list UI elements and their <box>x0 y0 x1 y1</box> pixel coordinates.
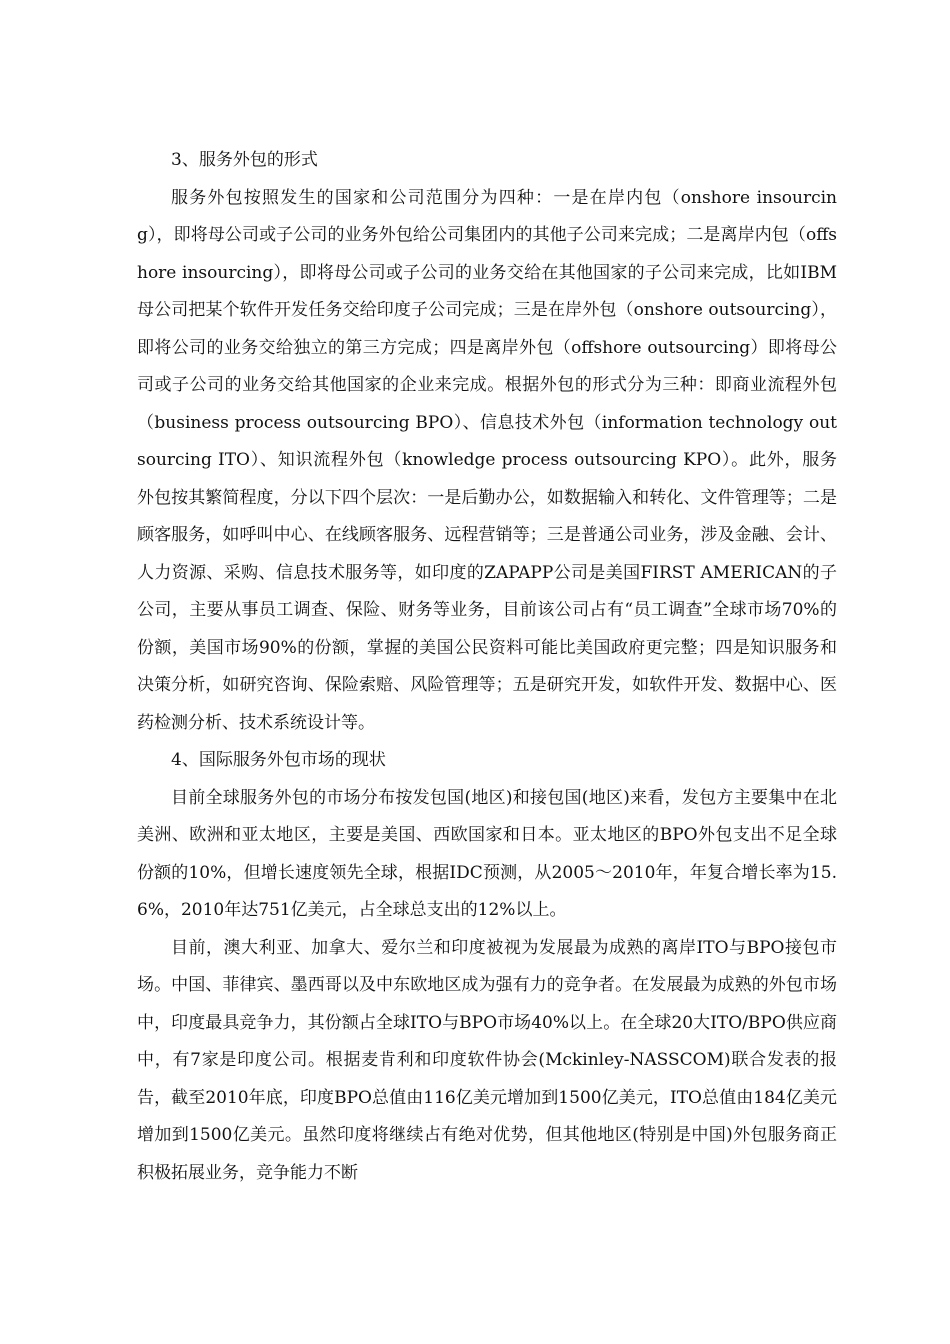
section-3-paragraph: 服务外包按照发生的国家和公司范围分为四种：一是在岸内包（onshore insourcing），即将母公司或子公司的业务外包给公司集团内的其他子公司来完成；二是离岸内包（offshore insourcing），即将母公司或子公司的业务交给在其他国家的子公司来完成，比如IBM母公司把某个软件开发任务交给印度子公司完成；三是在岸外包（onshore outsourcing），即将公司的业务交给独立的第三方完成；四是离岸外包（offshore outsourcing）即将母公司或子公司的业务交给其他国家的企业来完成。根据外包的形式分为三种：即商业流程外包（business process outsourcing BPO）、信息技术外包（information technology outsourcing ITO）、知识流程外包（knowledge process outsourcing KPO）。此外，服务外包按其繁简程度，分以下四个层次：一是后勤办公，如数据输入和转化、文件管理等；二是顾客服务，如呼叫中心、在线顾客服务、远程营销等；三是普通公司业务，涉及金融、会计、人力资源、采购、信息技术服务等，如印度的ZAPAPP公司是美国FIRST AMERICAN的子公司，主要从事员工调查、保险、财务等业务，目前该公司占有“员工调查”全球市场70%的份额，美国市场90%的份额，掌握的美国公民资料可能比美国政府更完整；四是知识服务和决策分析，如研究咨询、保险索赔、风险管理等；五是研究开发，如软件开发、数据中心、医药检测分析、技术系统设计等。 <box>137 187 837 733</box>
section-3-heading: 3、服务外包的形式 <box>171 150 318 170</box>
document-page <box>137 142 837 1192</box>
section-4-paragraph-2: 目前，澳大利亚、加拿大、爱尔兰和印度被视为发展最为成熟的离岸ITO与BPO接包市场。中国、菲律宾、墨西哥以及中东欧地区成为强有力的竞争者。在发展最为成熟的外包市场中，印度最具竞争力，其份额占全球ITO与BPO市场40%以上。在全球20大ITO/BPO供应商中，有7家是印度公司。根据麦肯利和印度软件协会(Mckinley-NASSCOM)联合发表的报告，截至2010年底，印度BPO总值由116亿美元增加到1500亿美元，ITO总值由184亿美元增加到1500亿美元。虽然印度将继续占有绝对优势，但其他地区(特别是中国)外包服务商正积极拓展业务，竞争能力不断 <box>137 937 837 1183</box>
section-4-paragraph-1: 目前全球服务外包的市场分布按发包国(地区)和接包国(地区)来看，发包方主要集中在北美洲、欧洲和亚太地区，主要是美国、西欧国家和日本。亚太地区的BPO外包支出不足全球份额的10%，但增长速度领先全球，根据IDC预测，从2005～2010年，年复合增长率为15.6%，2010年达751亿美元，占全球总支出的12%以上。 <box>137 787 837 920</box>
section-4-heading: 4、国际服务外包市场的现状 <box>171 750 386 770</box>
